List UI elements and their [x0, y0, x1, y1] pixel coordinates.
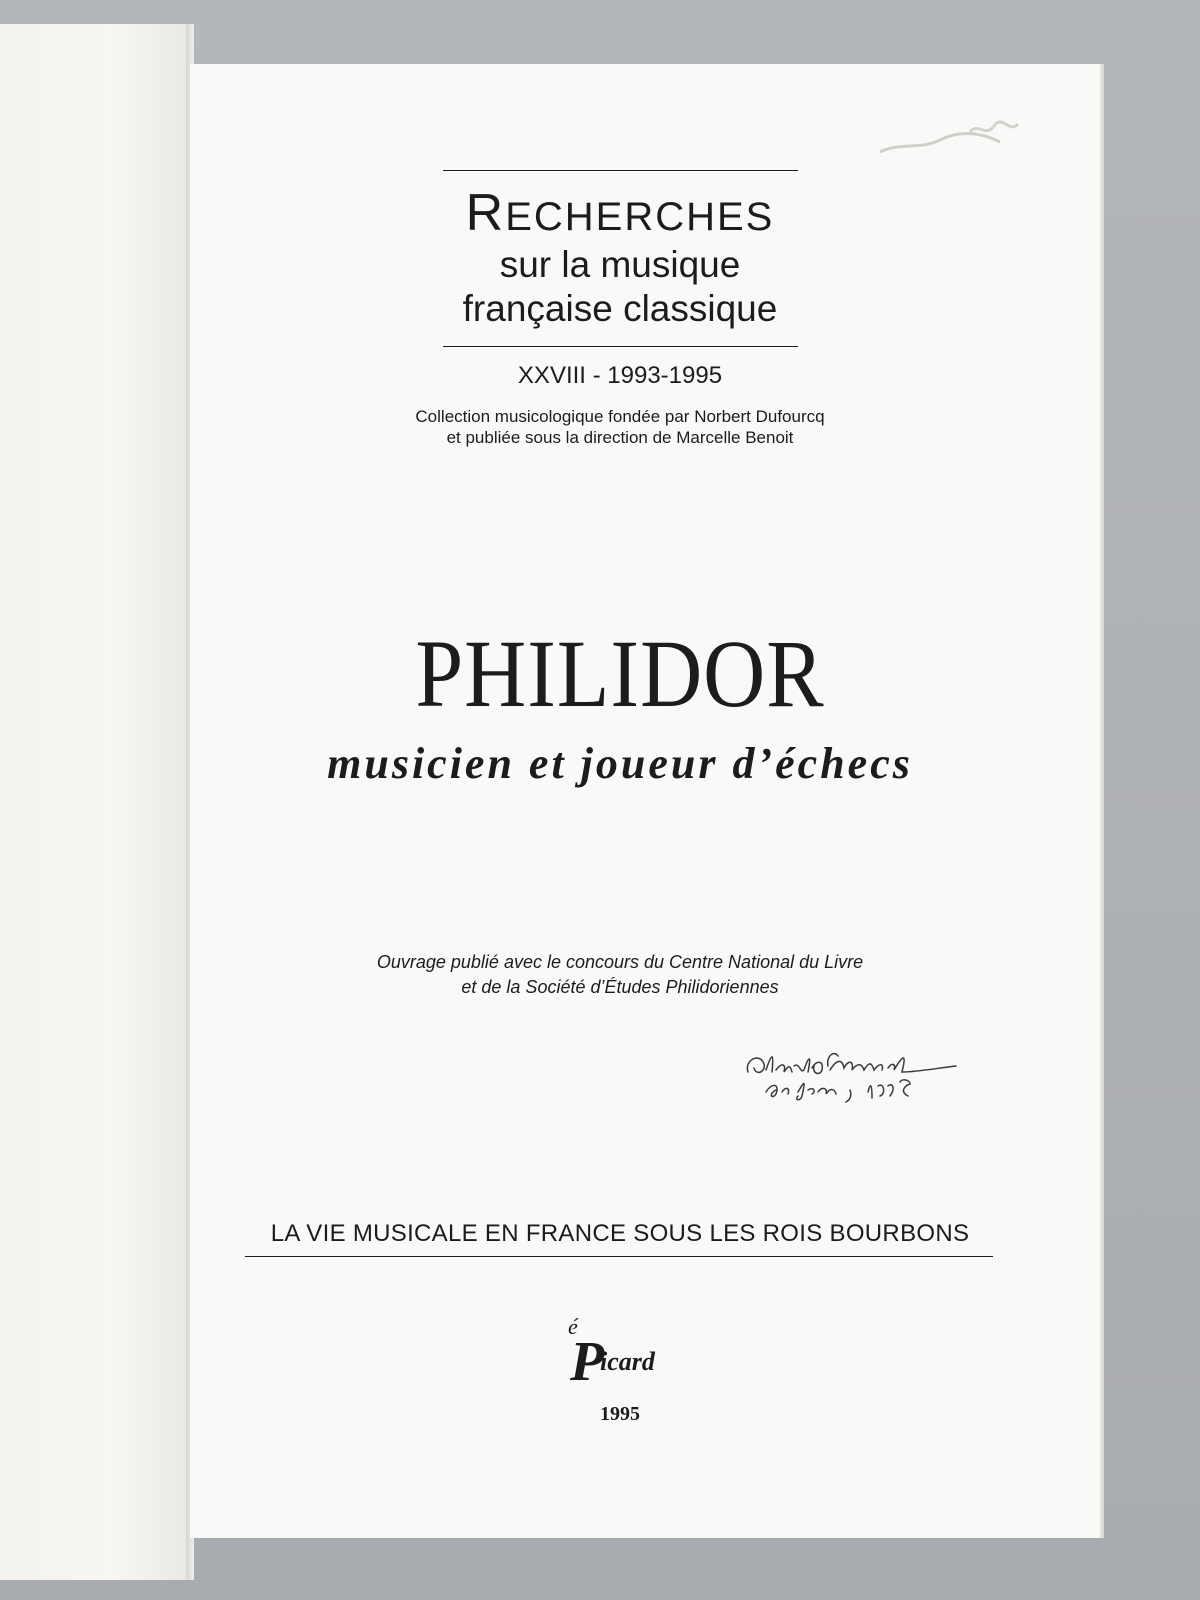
svg-text:icard: icard — [600, 1347, 655, 1376]
support-line2: et de la Société d’Études Philidoriennes — [461, 977, 779, 997]
series-subtitle-line2: française classique — [462, 288, 778, 329]
svg-text:é: é — [568, 1314, 578, 1339]
collection-director: et publiée sous la direction de Marcelle Benoit — [446, 428, 794, 447]
left-page — [0, 24, 190, 1580]
series-title-rest: ECHERCHES — [505, 195, 775, 239]
support-line1: Ouvrage publié avec le concours du Centre National du Livre — [376, 952, 864, 972]
collection-rule — [245, 1256, 993, 1257]
handwritten-signature — [742, 1042, 962, 1108]
top-rule — [443, 170, 798, 171]
book-title: PHILIDOR — [415, 620, 825, 728]
volume-number: XXVIII - 1993-1995 — [517, 362, 723, 389]
picard-logo — [560, 1310, 670, 1390]
pencil-mark — [860, 112, 1060, 182]
series-subtitle-line1: sur la musique — [499, 244, 741, 285]
collection-name: LA VIE MUSICALE EN FRANCE SOUS LES ROIS BOURBONS — [270, 1220, 970, 1247]
collection-founder: Collection musicologique fondée par Norbert Dufourcq — [415, 407, 825, 426]
svg-text:P: P — [570, 1331, 605, 1390]
series-bottom-rule — [443, 346, 798, 347]
book-subtitle: musicien et joueur d’échecs — [327, 739, 913, 788]
series-title-initial: R — [465, 184, 506, 242]
publication-year: 1995 — [600, 1403, 640, 1425]
series-title — [240, 185, 1000, 245]
